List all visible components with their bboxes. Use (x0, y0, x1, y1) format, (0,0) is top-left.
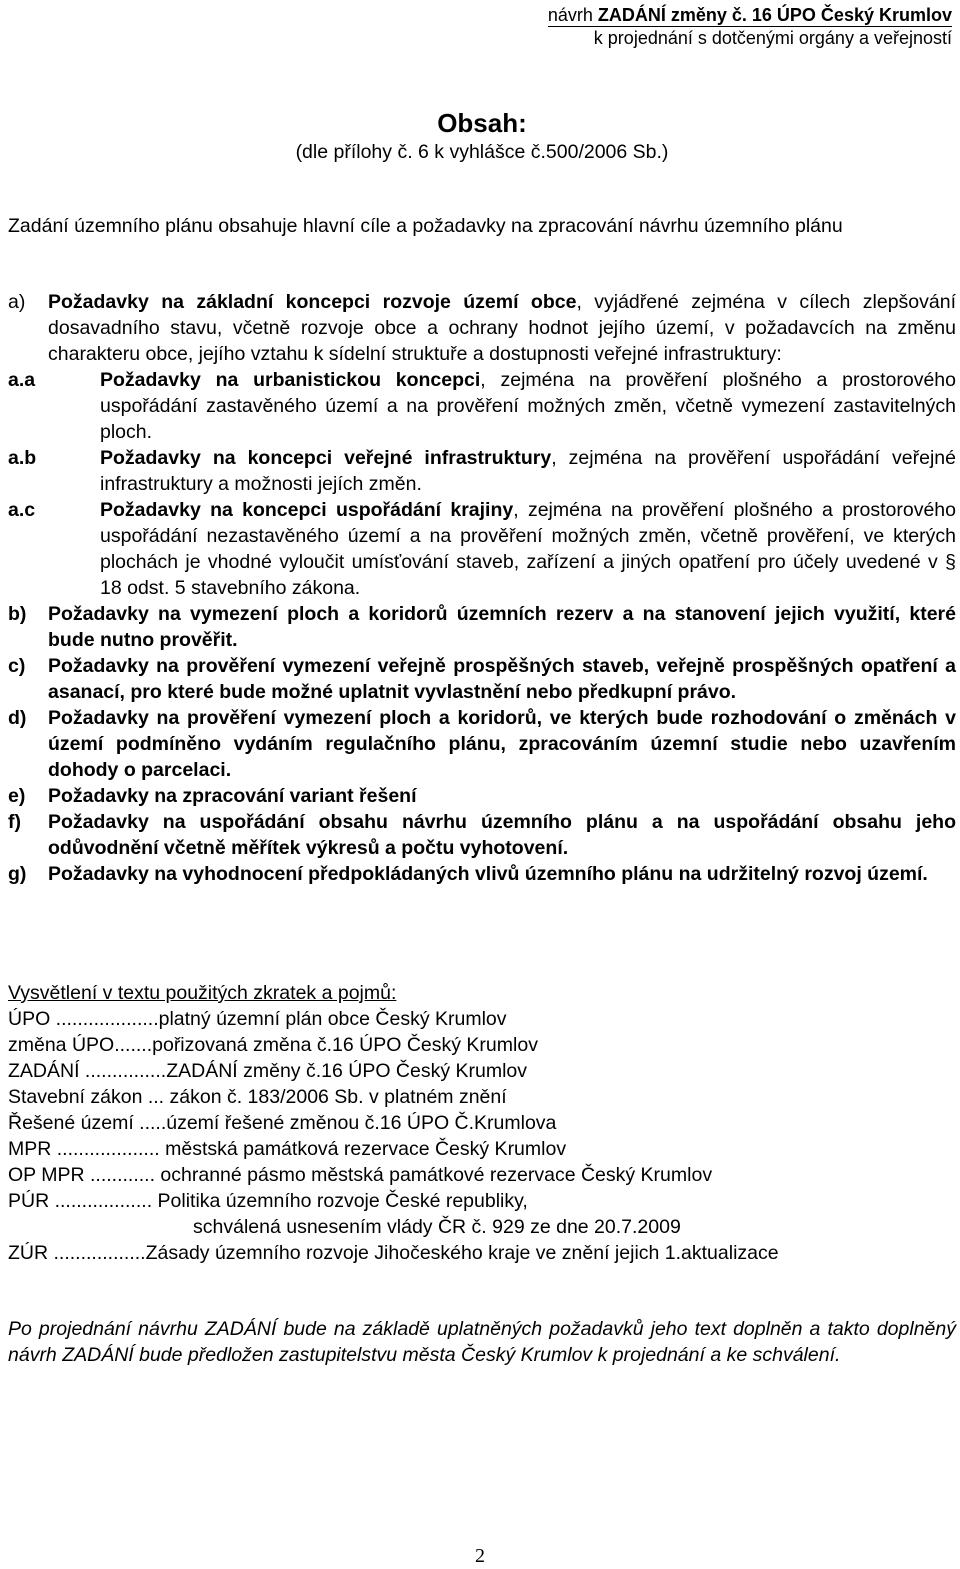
item-text (100, 447, 956, 495)
item-text: Požadavky na vymezení ploch a koridorů územních rezerv a na stanovení jejich využití, které bude nutno prověřit. (48, 603, 956, 651)
item-marker: d) (8, 707, 27, 729)
header-line-2: k projednání s dotčenými orgány a veřejností (548, 26, 952, 49)
abbreviation-row: Stavební zákon ... zákon č. 183/2006 Sb. v platném znění (8, 1086, 507, 1108)
abbreviations-title: Vysvětlení v textu použitých zkratek a pojmů: (8, 982, 397, 1004)
item-marker: c) (8, 655, 26, 677)
item-description: , zejména na prověření plošného a prostorového uspořádání zastavěného území a na prověření možných změn, včetně vymezení zastavitelných ploch. (100, 369, 956, 443)
contents-list (8, 289, 956, 887)
item-marker: a.b (8, 447, 37, 469)
list-item-g (8, 861, 956, 887)
abbreviation-row: PÚR .................. Politika územního rozvoje České republiky, (8, 1190, 528, 1212)
page-subtitle: (dle přílohy č. 6 k vyhlášce č.500/2006 Sb.) (295, 141, 669, 163)
header-prefix: návrh (547, 5, 598, 25)
abbreviations-section (8, 980, 956, 1266)
abbreviation-row: MPR ................... městská památková rezervace Český Krumlov (8, 1138, 567, 1160)
item-marker: e) (8, 785, 26, 807)
header-doc-name: ZADÁNÍ změny č. 16 ÚPO Český Krumlov (597, 5, 952, 25)
item-text: Požadavky na prověření vymezení veřejně prospěšných staveb, veřejně prospěšných opatření a asanací, pro které bude možné uplatnit vyvlastnění nebo předkupní právo. (48, 655, 956, 703)
item-heading: Požadavky na urbanistickou koncepci (100, 369, 481, 391)
item-heading: Požadavky na základní koncepci rozvoje území obce (48, 291, 577, 313)
item-marker: f) (8, 811, 21, 833)
list-item-a (8, 289, 956, 367)
item-marker: g) (8, 863, 27, 885)
item-heading: Požadavky na koncepci veřejné infrastruktury (100, 447, 552, 469)
item-marker: a) (8, 291, 26, 313)
abbreviation-row: ZÚR .................Zásady územního rozvoje Jihočeského kraje ve znění jejich 1.aktualizace (8, 1242, 779, 1264)
abbreviation-row-continuation: schválená usnesením vlády ČR č. 929 ze dne 20.7.2009 (193, 1216, 681, 1238)
item-text (48, 289, 956, 367)
abbreviation-row: OP MPR ............ ochranné pásmo městská památkové rezervace Český Krumlov (8, 1164, 713, 1186)
list-item-f (8, 809, 956, 861)
page-title: Obsah: (437, 108, 527, 138)
item-text: Požadavky na zpracování variant řešení (48, 785, 417, 807)
item-text: Požadavky na prověření vymezení ploch a koridorů, ve kterých bude rozhodování o změnách v území podmíněno vydáním regulačního plánu, zpracováním územní studie nebo uzavřením dohody o parcelaci. (48, 707, 956, 781)
item-text (100, 499, 956, 599)
item-description: , zejména na prověření uspořádání veřejné infrastruktury a možnosti jejích změn. (100, 447, 956, 495)
abbreviation-row: změna ÚPO.......pořizovaná změna č.16 ÚPO Český Krumlov (8, 1034, 538, 1056)
list-item-e (8, 783, 956, 809)
item-description: , zejména na prověření plošného a prostorového uspořádání nezastavěného území a na prověření možných změn, včetně prověření, ve kterých plochách je vhodné vyloučit umísťování staveb, zařízení a jiných opatření pro účely uvedené v § 18 odst. 5 stavebního zákona. (100, 499, 956, 599)
list-item-b (8, 601, 956, 653)
header-line-1 (548, 4, 952, 26)
list-item-aa (8, 367, 956, 445)
item-marker: b) (8, 603, 27, 625)
item-text: Požadavky na uspořádání obsahu návrhu územního plánu a na uspořádání obsahu jeho odůvodnění včetně měřítek výkresů a počtu vyhotovení. (48, 811, 956, 859)
list-item-ab (8, 445, 956, 497)
page-header (548, 4, 952, 49)
closing-note: Po projednání návrhu ZADÁNÍ bude na základě uplatněných požadavků jeho text doplněn a takto doplněný návrh ZADÁNÍ bude předložen zastupitelstvu města Český Krumlov k projednání a ke schválení. (8, 1318, 956, 1366)
item-description: , vyjádřené zejména v cílech zlepšování dosavadního stavu, včetně rozvoje obce a ochrany hodnot jejího území, v požadavcích na změnu charakteru obce, jejího vztahu k sídelní struktuře a dostupnosti veřejné infrastruktury: (48, 291, 956, 365)
item-text (100, 369, 956, 443)
item-heading: Požadavky na koncepci uspořádání krajiny (100, 499, 514, 521)
list-item-c (8, 653, 956, 705)
item-marker: a.a (8, 369, 36, 391)
item-marker: a.c (8, 499, 36, 521)
abbreviation-row: ZADÁNÍ ...............ZADÁNÍ změny č.16 ÚPO Český Krumlov (8, 1060, 528, 1082)
abbreviation-row: Řešené území .....území řešené změnou č.16 ÚPO Č.Krumlova (8, 1112, 557, 1134)
item-text: Požadavky na vyhodnocení předpokládaných vlivů územního plánu na udržitelný rozvoj území. (48, 863, 928, 885)
intro-paragraph: Zadání územního plánu obsahuje hlavní cíle a požadavky na zpracování návrhu územního plánu (8, 215, 843, 237)
abbreviation-row: ÚPO ...................platný územní plán obce Český Krumlov (8, 1008, 507, 1030)
page-number: 2 (475, 1545, 485, 1567)
list-item-d (8, 705, 956, 783)
list-item-ac (8, 497, 956, 601)
